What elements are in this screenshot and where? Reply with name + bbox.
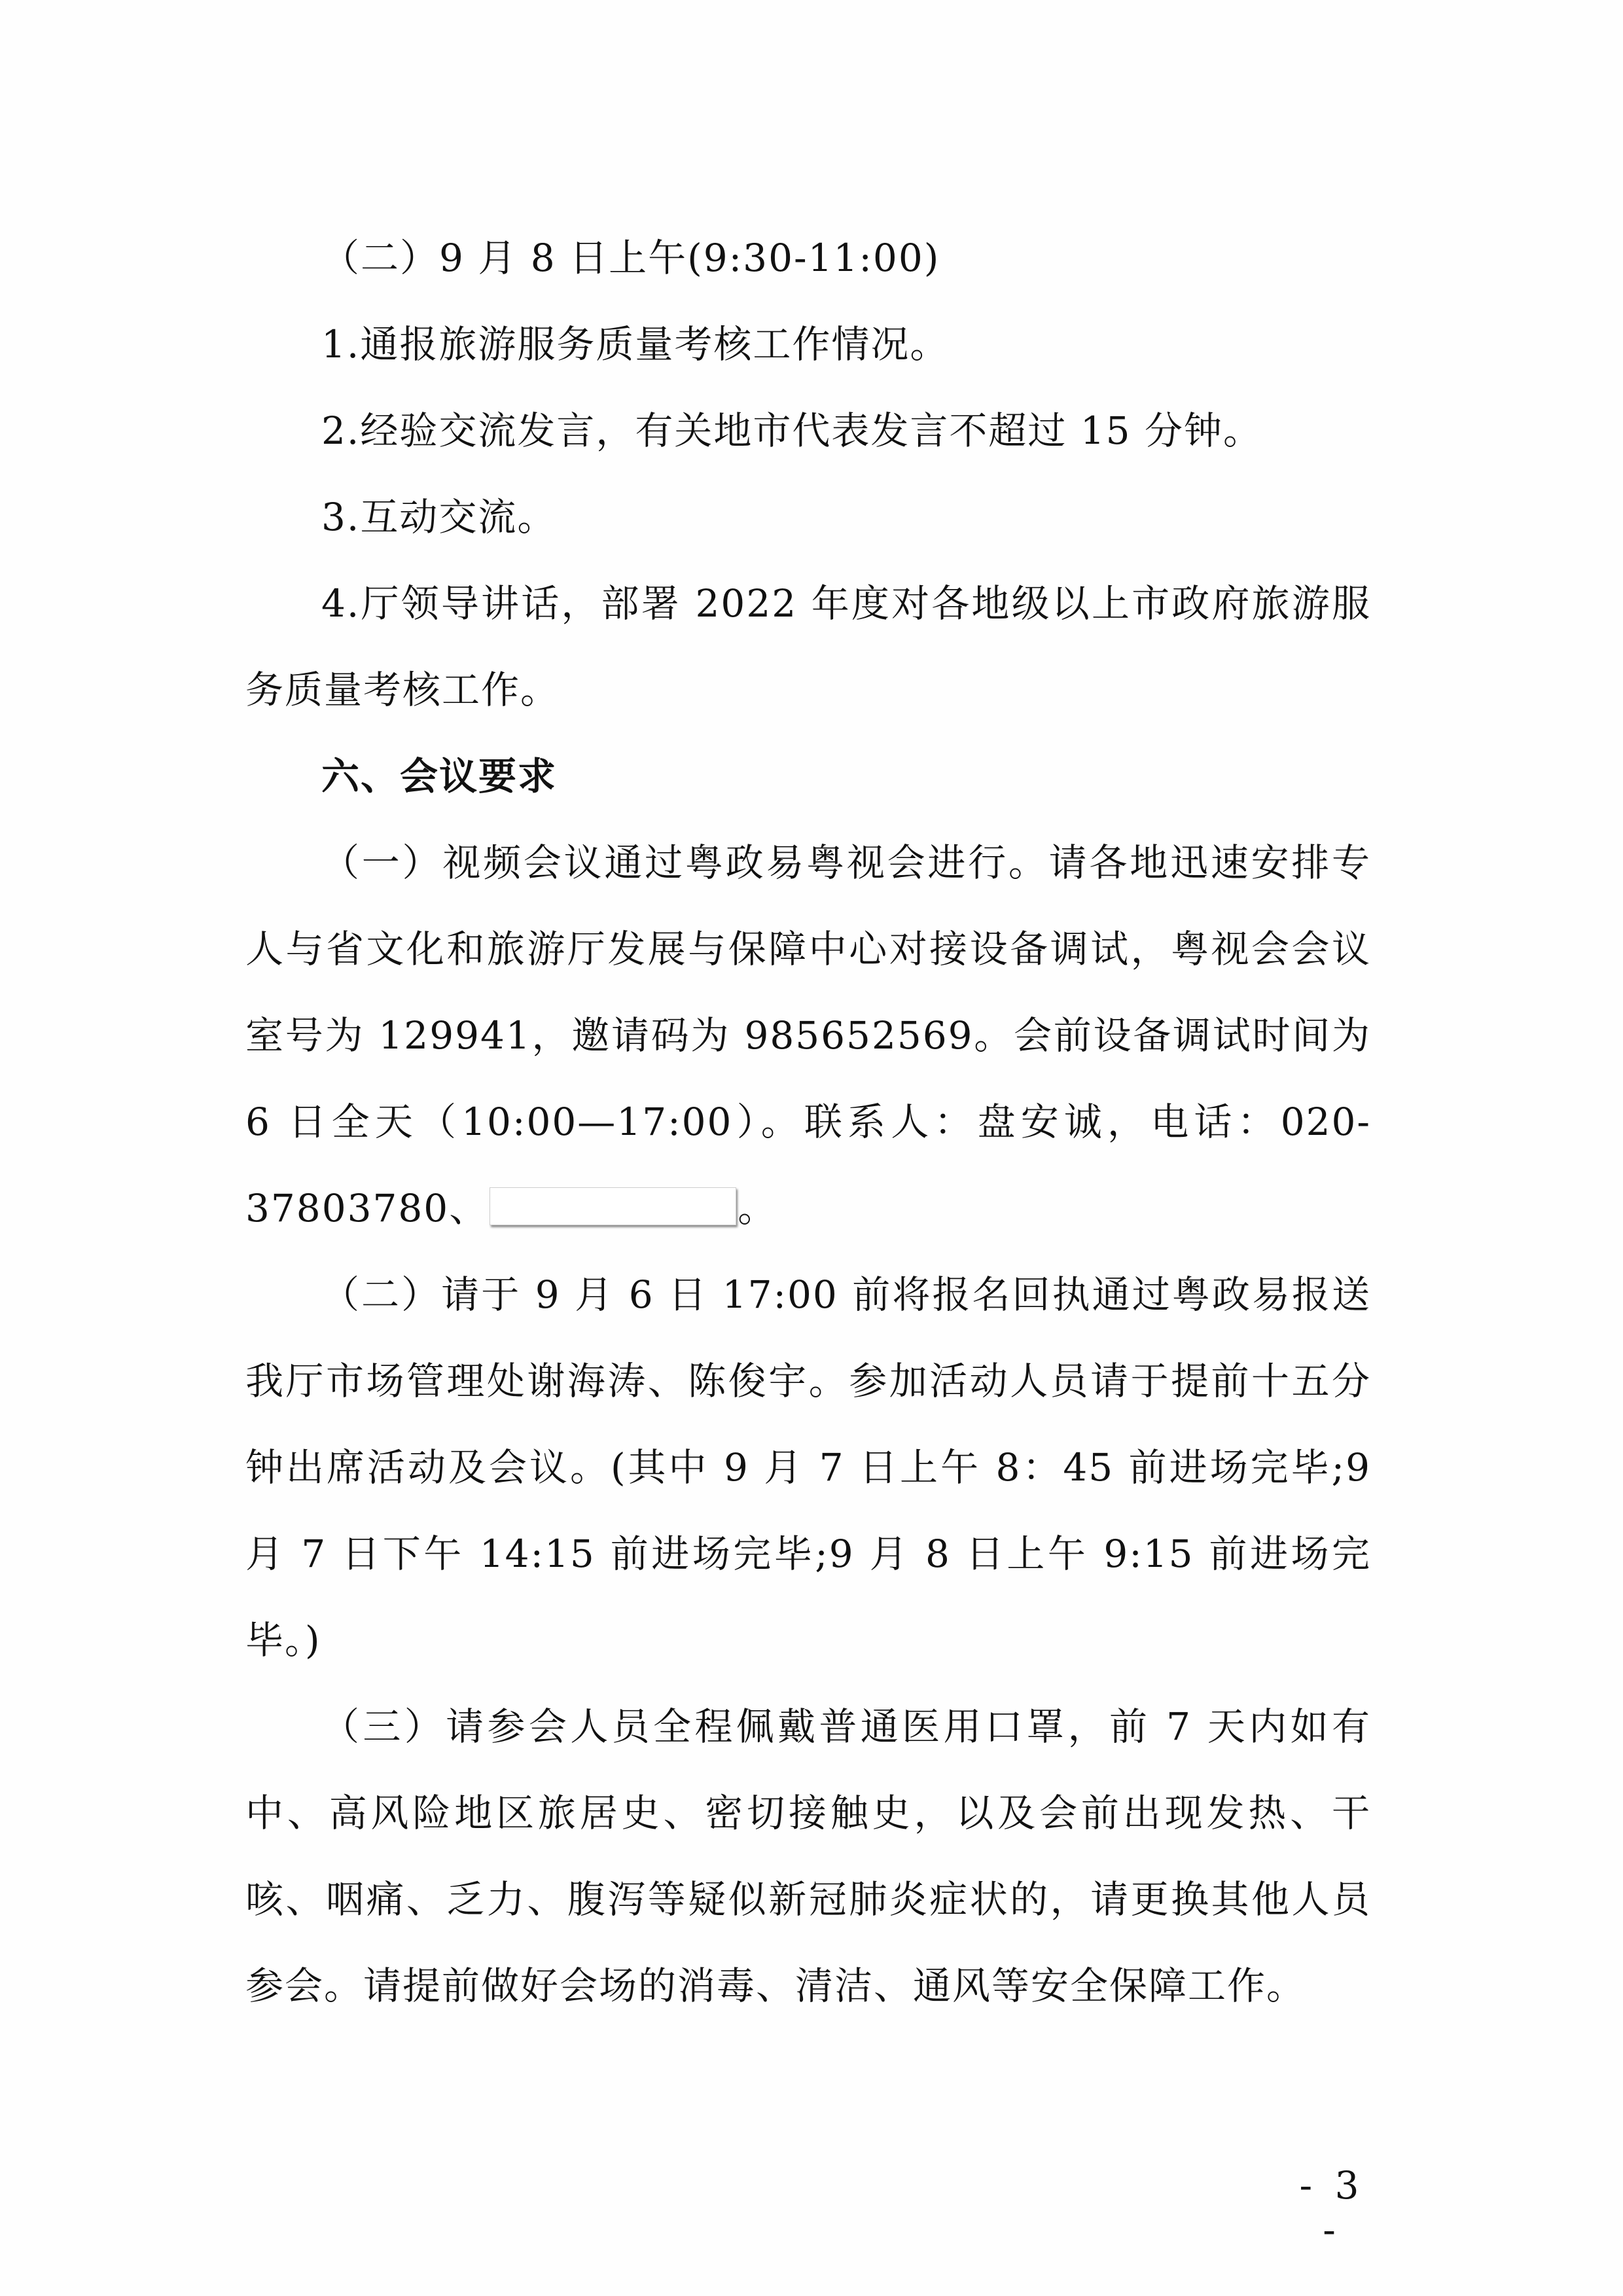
requirement-1-text: （一）视频会议通过粤政易粤视会进行。请各地迅速安排专人与省文化和旅游厅发展与保障中心对接设备调试，粤视会会议室号为 129941，邀请码为 985652569。会前设备调试时间为 6 日全天（10:00—17:00）。联系人：盘安诚，电话：020-37803780、 xyxy=(245,840,1371,1230)
agenda-day2-heading: （二）9 月 8 日上午(9:30-11:00) xyxy=(321,236,940,280)
requirement-3: （三）请参会人员全程佩戴普通医用口罩，前 7 天内如有中、高风险地区旅居史、密切接触史，以及会前出现发热、干咳、咽痛、乏力、腹泻等疑似新冠肺炎症状的，请更换其他人员参会。请提前做好会场的消毒、清洁、通风等安全保障工作。 xyxy=(245,1704,1371,2008)
requirement-1-end: 。 xyxy=(738,1186,777,1230)
agenda-item-3: 3.互动交流。 xyxy=(321,495,557,539)
page-number: - 3 - xyxy=(1299,2163,1364,2252)
agenda-item-1: 1.通报旅游服务质量考核工作情况。 xyxy=(321,322,950,367)
requirement-2: （二）请于 9 月 6 日 17:00 前将报名回执通过粤政易报送我厅市场管理处谢海涛、陈俊宇。参加活动人员请于提前十五分钟出席活动及会议。(其中 9 月 7 日上午 8：45 前进场完毕;9 月 7 日下午 14:15 前进场完毕;9 月 8 日上午 9:15 前进场完毕。) xyxy=(245,1272,1371,1662)
redacted-phone-box xyxy=(490,1187,736,1225)
requirement-1 xyxy=(245,819,1371,1251)
agenda-item-2: 2.经验交流发言，有关地市代表发言不超过 15 分钟。 xyxy=(321,408,1263,453)
section-6-heading: 六、会议要求 xyxy=(321,754,558,798)
document-body xyxy=(245,215,1371,2029)
agenda-item-4: 4.厅领导讲话，部署 2022 年度对各地级以上市政府旅游服务质量考核工作。 xyxy=(245,581,1371,712)
